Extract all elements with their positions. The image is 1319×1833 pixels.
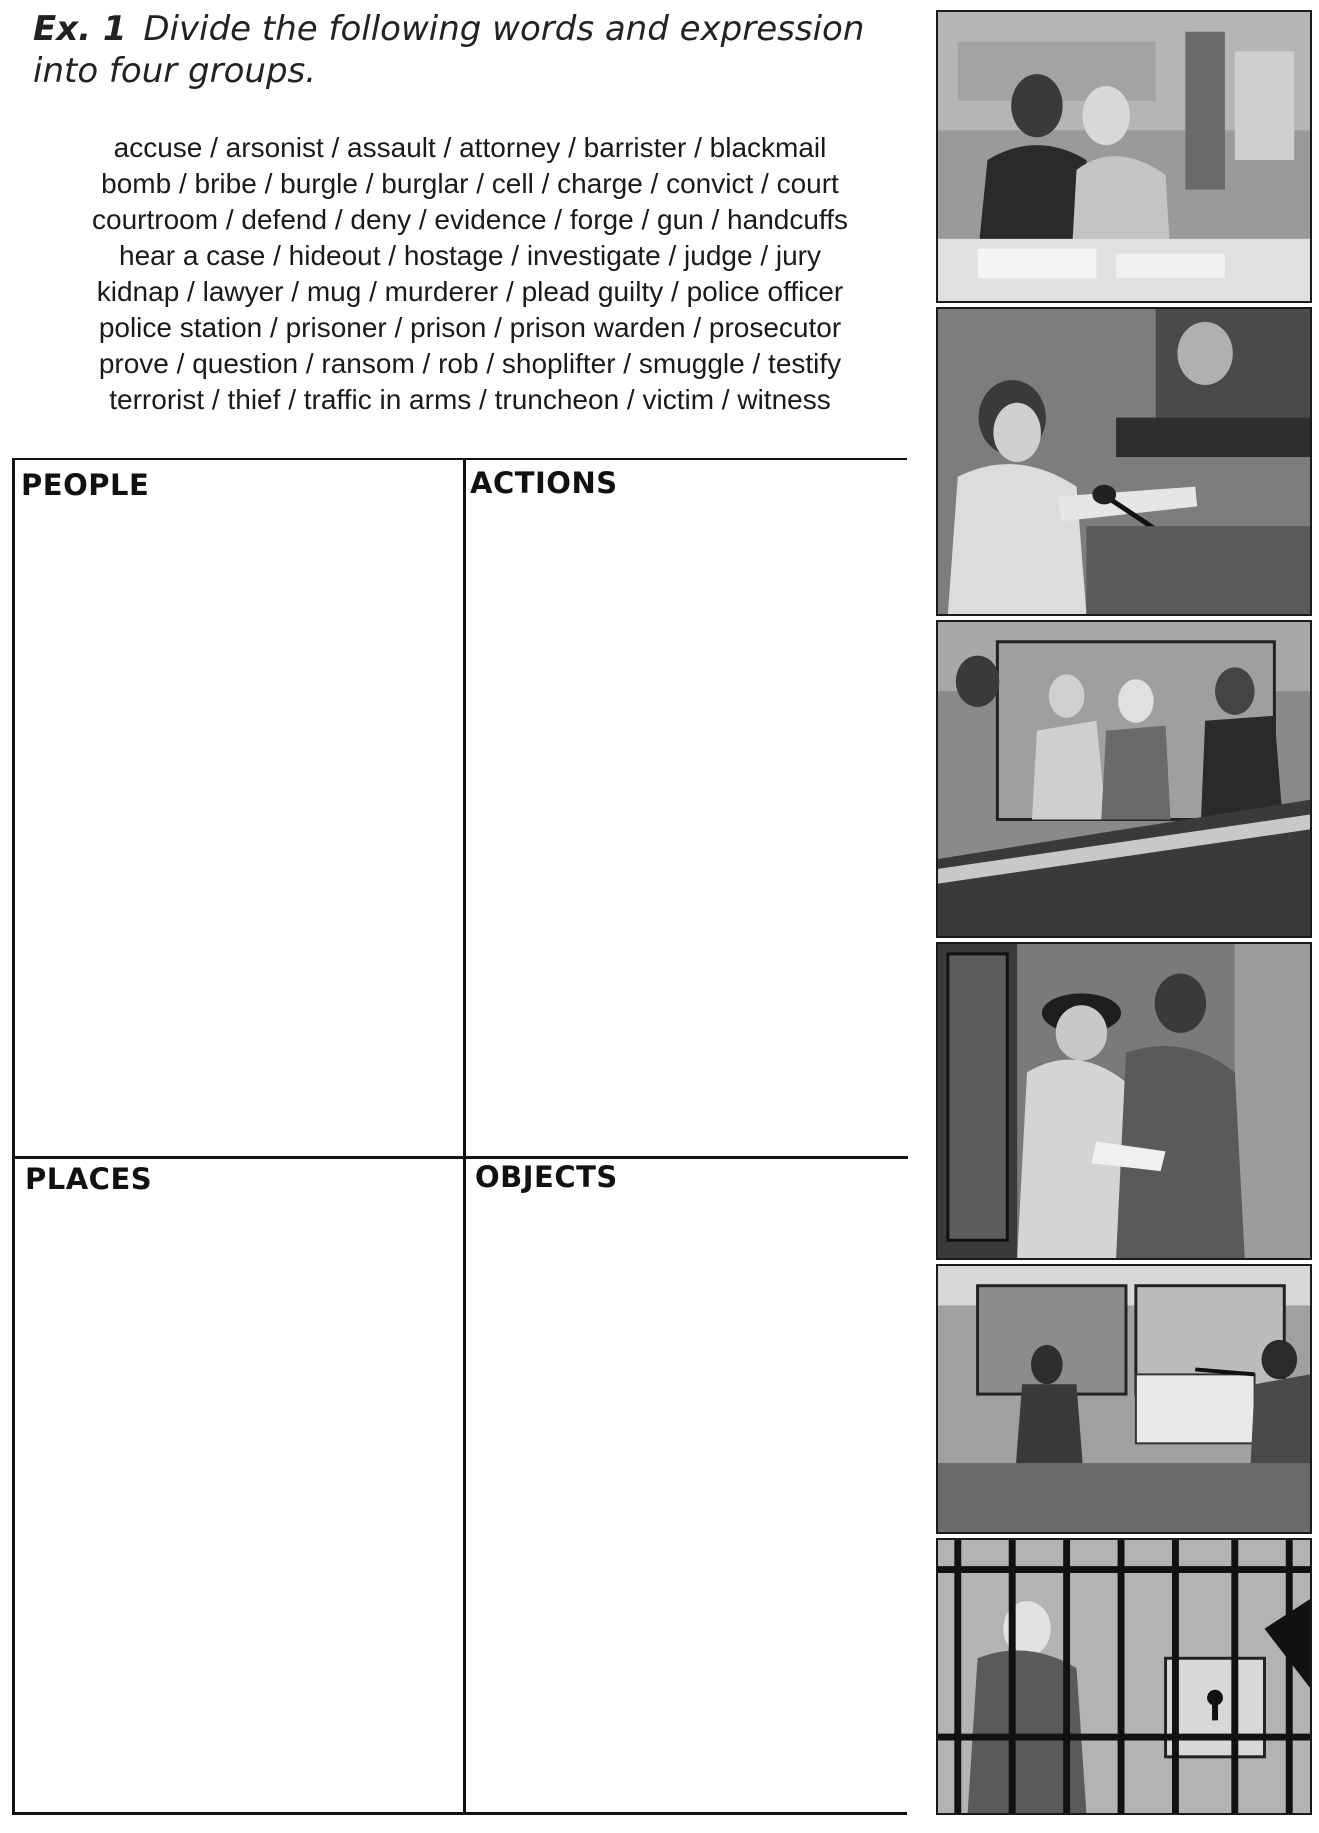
jury-box-illustration <box>936 620 1312 938</box>
word-bank-line: terrorist / thief / traffic in arms / truncheon / victim / witness <box>109 384 831 415</box>
objects-cell-title: OBJECTS <box>475 1160 618 1194</box>
table-vertical-divider <box>463 460 466 1812</box>
exercise-heading <box>33 8 913 92</box>
category-table <box>12 458 907 1815</box>
courtroom-bench-illustration <box>936 10 1312 303</box>
bank-robbery-illustration <box>936 1264 1312 1534</box>
word-bank <box>30 130 910 418</box>
exercise-instruction: Divide the following words and expression into four groups. <box>33 9 865 91</box>
actions-cell-title: ACTIONS <box>470 466 618 500</box>
word-bank-line: police station / prisoner / prison / prison warden / prosecutor <box>98 312 842 343</box>
places-cell-title: PLACES <box>25 1162 153 1196</box>
table-horizontal-divider <box>15 1156 908 1159</box>
word-bank-line: kidnap / lawyer / mug / murderer / plead guilty / police officer <box>96 276 844 307</box>
witness-stand-illustration <box>936 307 1312 616</box>
prison-cell-illustration <box>936 1538 1312 1815</box>
arrest-illustration <box>936 942 1312 1260</box>
word-bank-line: hear a case / hideout / hostage / investigate / judge / jury <box>119 240 821 271</box>
word-bank-line: courtroom / defend / deny / evidence / forge / gun / handcuffs <box>92 204 848 235</box>
word-bank-line: prove / question / ransom / rob / shoplifter / smuggle / testify <box>98 348 842 379</box>
people-cell-title: PEOPLE <box>21 468 150 502</box>
word-bank-line: accuse / arsonist / assault / attorney / barrister / blackmail <box>113 132 827 163</box>
word-bank-line: bomb / bribe / burgle / burglar / cell / charge / convict / court <box>101 168 839 199</box>
illustration-strip <box>936 10 1314 1815</box>
exercise-label: Ex. 1 <box>33 9 127 49</box>
